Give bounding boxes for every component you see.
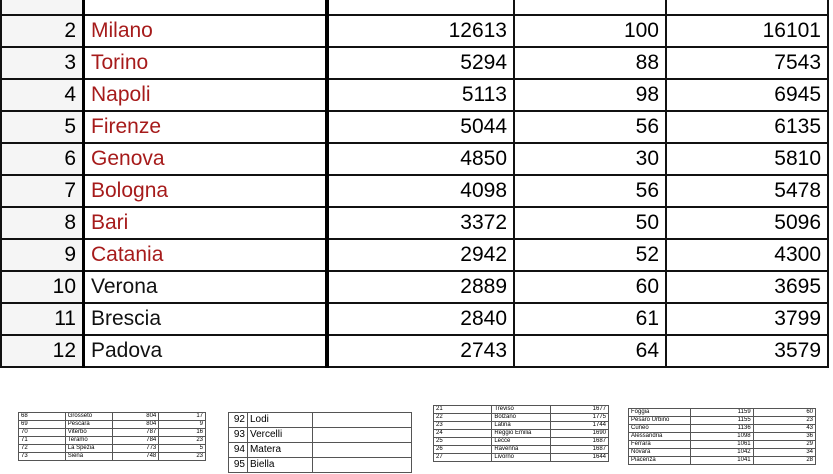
list-item xyxy=(19,453,206,461)
city-cell[interactable]: Torino xyxy=(84,47,328,79)
city-cell[interactable]: Milano xyxy=(84,15,328,47)
thumbnail-cell: 1744 xyxy=(550,422,608,430)
rank-cell[interactable]: 3 xyxy=(1,47,84,79)
value-cell[interactable]: 100 xyxy=(514,15,666,47)
thumbnail-cell: 1690 xyxy=(550,430,608,438)
list-item xyxy=(19,413,206,421)
city-cell[interactable]: Padova xyxy=(84,335,328,367)
thumbnail-cell: 43 xyxy=(753,425,815,433)
value-cell[interactable]: 3799 xyxy=(666,303,828,335)
thumbnail-cell: 804 xyxy=(112,421,159,429)
value-cell[interactable]: 5096 xyxy=(666,207,828,239)
value-cell[interactable]: 56 xyxy=(514,111,666,143)
thumbnail-cell: Livorno xyxy=(492,454,550,462)
rank-cell[interactable]: 9 xyxy=(1,239,84,271)
value-cell[interactable]: 4300 xyxy=(666,239,828,271)
thumbnail-cell: 23 xyxy=(753,417,815,425)
list-item xyxy=(434,406,609,414)
value-cell[interactable] xyxy=(514,0,666,15)
city-cell[interactable]: Catania xyxy=(84,239,328,271)
list-item xyxy=(434,454,609,462)
list-item xyxy=(629,425,816,433)
value-cell[interactable]: 6135 xyxy=(666,111,828,143)
table-row xyxy=(1,239,828,271)
thumbnail-cell: 70 xyxy=(19,429,66,437)
thumbnail-cell: 95 xyxy=(229,458,248,473)
thumbnail-cell: 23 xyxy=(159,437,206,445)
value-cell[interactable] xyxy=(327,0,514,15)
rank-cell[interactable] xyxy=(1,0,84,15)
table-row xyxy=(1,15,828,47)
thumbnail-cell: 1155 xyxy=(691,417,753,425)
value-cell[interactable]: 7543 xyxy=(666,47,828,79)
thumbnail-cell: 34 xyxy=(753,449,815,457)
table-row xyxy=(1,271,828,303)
thumbnail-cell: 22 xyxy=(434,414,492,422)
rank-cell[interactable]: 11 xyxy=(1,303,84,335)
thumbnail-cell: Reggio Emilia xyxy=(492,430,550,438)
thumbnail-cell: 748 xyxy=(112,453,159,461)
thumbnail-table-2 xyxy=(228,412,412,474)
value-cell[interactable]: 98 xyxy=(514,79,666,111)
thumbnail-cell: 804 xyxy=(112,413,159,421)
thumbnail-cell: 68 xyxy=(19,413,66,421)
value-cell[interactable]: 2942 xyxy=(327,239,514,271)
thumbnail-cell: 72 xyxy=(19,445,66,453)
thumbnail-cell: 24 xyxy=(434,430,492,438)
value-cell[interactable]: 52 xyxy=(514,239,666,271)
thumbnail-cell: 1775 xyxy=(550,414,608,422)
value-cell[interactable] xyxy=(666,0,828,15)
city-cell[interactable]: Firenze xyxy=(84,111,328,143)
thumbnail-cell: 36 xyxy=(753,433,815,441)
value-cell[interactable]: 61 xyxy=(514,303,666,335)
list-item xyxy=(229,458,412,473)
city-cell[interactable]: Bologna xyxy=(84,175,328,207)
thumbnail-cell: 5 xyxy=(159,445,206,453)
thumbnail-cell: 1677 xyxy=(550,406,608,414)
value-cell[interactable]: 4098 xyxy=(327,175,514,207)
thumbnail-cell: Siena xyxy=(65,453,112,461)
thumbnail-cell: 1098 xyxy=(691,433,753,441)
thumbnail-cell: 23 xyxy=(434,422,492,430)
thumbnail-cell: 21 xyxy=(434,406,492,414)
thumbnail-table-3 xyxy=(433,405,609,474)
city-cell[interactable]: Verona xyxy=(84,271,328,303)
thumbnail-cell: 69 xyxy=(19,421,66,429)
value-cell[interactable]: 3695 xyxy=(666,271,828,303)
thumbnail-cell: 773 xyxy=(112,445,159,453)
thumbnail-cell: Treviso xyxy=(492,406,550,414)
thumbnail-cell: Matera xyxy=(247,443,312,458)
thumbnail-cell: Lodi xyxy=(247,413,312,428)
rank-cell[interactable]: 5 xyxy=(1,111,84,143)
city-cell[interactable]: Brescia xyxy=(84,303,328,335)
table-row xyxy=(1,0,828,15)
value-cell[interactable]: 2743 xyxy=(327,335,514,367)
value-cell[interactable]: 5044 xyxy=(327,111,514,143)
thumbnail-cell: 73 xyxy=(19,453,66,461)
thumbnail-cell xyxy=(312,428,412,443)
value-cell[interactable]: 88 xyxy=(514,47,666,79)
value-cell[interactable]: 60 xyxy=(514,271,666,303)
value-cell[interactable]: 50 xyxy=(514,207,666,239)
thumbnail-cell: 1136 xyxy=(691,425,753,433)
thumbnail-cell: Alessandria xyxy=(629,433,691,441)
thumbnail-cell: Pescara xyxy=(65,421,112,429)
rank-cell[interactable]: 12 xyxy=(1,335,84,367)
thumbnail-cell: 1159 xyxy=(691,409,753,417)
value-cell[interactable]: 5810 xyxy=(666,143,828,175)
thumbnail-cell xyxy=(312,443,412,458)
thumbnail-cell: 26 xyxy=(434,446,492,454)
rank-cell[interactable]: 4 xyxy=(1,79,84,111)
thumbnail-cell: 28 xyxy=(753,457,815,465)
rank-cell[interactable]: 7 xyxy=(1,175,84,207)
city-cell[interactable]: Genova xyxy=(84,143,328,175)
value-cell[interactable]: 5113 xyxy=(327,79,514,111)
thumbnail-cell: Viterbo xyxy=(65,429,112,437)
value-cell[interactable]: 2889 xyxy=(327,271,514,303)
thumbnail-cell: 60 xyxy=(753,409,815,417)
city-cell[interactable] xyxy=(84,0,328,15)
list-item xyxy=(19,421,206,429)
list-item xyxy=(629,417,816,425)
thumbnail-cell: Foggia xyxy=(629,409,691,417)
thumbnail-cell: Teramo xyxy=(65,437,112,445)
thumbnail-cell: 1687 xyxy=(550,438,608,446)
list-item xyxy=(629,409,816,417)
value-cell[interactable]: 12613 xyxy=(327,15,514,47)
thumbnail-cell: 784 xyxy=(112,437,159,445)
thumbnail-cell: 94 xyxy=(229,443,248,458)
value-cell[interactable]: 5294 xyxy=(327,47,514,79)
value-cell[interactable]: 4850 xyxy=(327,143,514,175)
thumbnail-cell: 27 xyxy=(434,454,492,462)
list-item xyxy=(629,457,816,465)
list-item xyxy=(434,438,609,446)
thumbnail-cell: 1687 xyxy=(550,446,608,454)
thumbnail-cell: La Spezia xyxy=(65,445,112,453)
table-row xyxy=(1,175,828,207)
list-item xyxy=(434,430,609,438)
list-item xyxy=(229,413,412,428)
thumbnail-cell: Latina xyxy=(492,422,550,430)
thumbnail-cell: Piacenza xyxy=(629,457,691,465)
thumbnail-cell: Lecce xyxy=(492,438,550,446)
table-row xyxy=(1,303,828,335)
value-cell[interactable]: 16101 xyxy=(666,15,828,47)
table-row xyxy=(1,143,828,175)
table-row xyxy=(1,335,828,367)
value-cell[interactable]: 64 xyxy=(514,335,666,367)
value-cell[interactable]: 2840 xyxy=(327,303,514,335)
table-row xyxy=(1,111,828,143)
table-row xyxy=(1,207,828,239)
list-item xyxy=(434,446,609,454)
value-cell[interactable]: 5478 xyxy=(666,175,828,207)
thumbnail-cell xyxy=(312,413,412,428)
thumbnail-cell: Ravenna xyxy=(492,446,550,454)
list-item xyxy=(629,449,816,457)
thumbnail-cell: 92 xyxy=(229,413,248,428)
thumbnail-cell: 9 xyxy=(159,421,206,429)
thumbnail-cell: 1061 xyxy=(691,441,753,449)
rank-cell[interactable]: 8 xyxy=(1,207,84,239)
list-item xyxy=(19,429,206,437)
value-cell[interactable]: 3372 xyxy=(327,207,514,239)
thumbnail-cell: 25 xyxy=(434,438,492,446)
thumbnail-cell: Novara xyxy=(629,449,691,457)
thumbnail-cell: 1644 xyxy=(550,454,608,462)
thumbnail-cell xyxy=(312,458,412,473)
thumbnail-cell: 1041 xyxy=(691,457,753,465)
thumbnail-cell: 29 xyxy=(753,441,815,449)
thumbnail-cell: Ferrara xyxy=(629,441,691,449)
value-cell[interactable]: 3579 xyxy=(666,335,828,367)
value-cell[interactable]: 6945 xyxy=(666,79,828,111)
list-item xyxy=(229,443,412,458)
thumbnail-cell: Cuneo xyxy=(629,425,691,433)
thumbnail-table-4 xyxy=(628,408,816,474)
list-item xyxy=(19,445,206,453)
thumbnail-cell: 17 xyxy=(159,413,206,421)
thumbnail-cell: 23 xyxy=(159,453,206,461)
rank-cell[interactable]: 2 xyxy=(1,15,84,47)
value-cell[interactable]: 56 xyxy=(514,175,666,207)
thumbnail-table-1 xyxy=(18,412,206,474)
thumbnail-cell: Vercelli xyxy=(247,428,312,443)
thumbnail-cell: Biella xyxy=(247,458,312,473)
rank-cell[interactable]: 10 xyxy=(1,271,84,303)
list-item xyxy=(629,441,816,449)
list-item xyxy=(434,422,609,430)
thumbnail-cell: 16 xyxy=(159,429,206,437)
rank-cell[interactable]: 6 xyxy=(1,143,84,175)
table-row xyxy=(1,79,828,111)
thumbnail-cell: 1042 xyxy=(691,449,753,457)
list-item xyxy=(629,433,816,441)
thumbnail-cell: Pesaro Urbino xyxy=(629,417,691,425)
thumbnail-cell: Bolzano xyxy=(492,414,550,422)
list-item xyxy=(19,437,206,445)
list-item xyxy=(229,428,412,443)
thumbnail-cell: 787 xyxy=(112,429,159,437)
value-cell[interactable]: 30 xyxy=(514,143,666,175)
city-cell[interactable]: Bari xyxy=(84,207,328,239)
table-row xyxy=(1,47,828,79)
thumbnail-cell: 71 xyxy=(19,437,66,445)
thumbnail-cell: Grosseto xyxy=(65,413,112,421)
thumbnail-cell: 93 xyxy=(229,428,248,443)
list-item xyxy=(434,414,609,422)
city-cell[interactable]: Napoli xyxy=(84,79,328,111)
